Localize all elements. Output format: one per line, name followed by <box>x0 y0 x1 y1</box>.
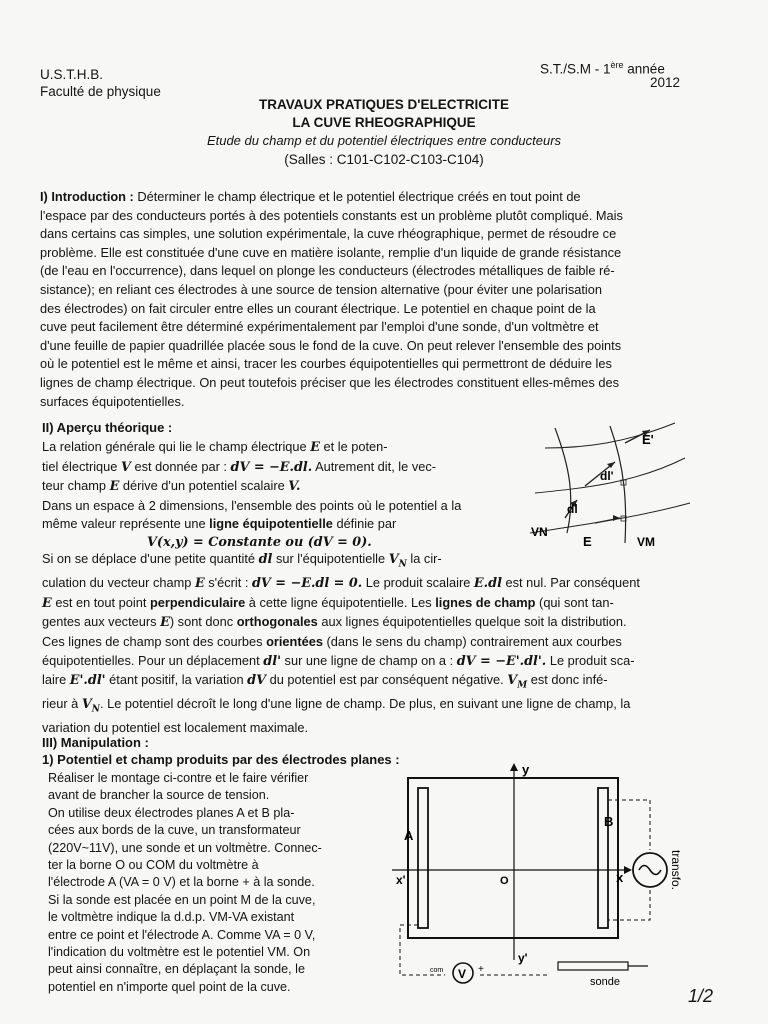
label-dl: dl <box>567 502 578 516</box>
label-transfo: transfo. <box>669 850 683 891</box>
equipotential-equation: V(x,y) = Constante ou (dV = 0). <box>147 534 372 550</box>
arrow-head-e <box>613 515 620 521</box>
rooms: (Salles : C101-C102-C103-C104) <box>284 152 484 167</box>
manip-heading: III) Manipulation : <box>42 735 149 750</box>
label-electrode-a: A <box>404 828 414 843</box>
equipotential-vn <box>555 428 571 533</box>
intro-heading: I) Introduction : <box>40 189 134 204</box>
faculty-name: Faculté de physique <box>40 84 161 99</box>
label-e-prime: E' <box>642 432 654 447</box>
wire-transfo-a <box>608 890 650 920</box>
electrode-a <box>418 788 428 928</box>
subtitle: Etude du champ et du potentiel électriques entre conducteurs <box>206 133 562 148</box>
label-electrode-b: B <box>604 814 614 829</box>
theory-body: Si on se déplace d'une petite quantité dl sur l'équipotentielle $V_N$ la cir- culation du vecteur champ E s'écrit : dV = −E.dl = 0. Le produit scalaire E.dl est nul. Par conséquent E est en tout point perpendiculaire à cette ligne équipotentielle. Les lignes de champ (qui sont tan- gentes aux vecteurs E) sont donc orthogonales aux lignes équipotentielles quelque soit la distribution. Ces lignes de champ sont des courbes orientées (dans le sens du champ) contrairement aux courbes équipotentielles. Pour un déplacement dl' sur une ligne de champ on a : dV = −E'.dl'. Le produit sca- laire E'.dl' étant positif, la variation dV du potentiel est par conséquent négative. $V_M$ est donc infé- rieur à $V_N$. Le potentiel décroît le long d'une ligne de champ. De plus, en suivant une ligne de champ, la variation du potentiel est localement maximale. <box>42 551 640 736</box>
theory-intro: La relation générale qui lie le champ électrique E et le poten- tiel électrique V est donnée par : dV = −E.dl. Autrement dit, le vec- teur champ E dérive d'un potentiel scalaire V. Dans un espace à 2 dimensions, l'ensemble des points où le potentiel a la même valeur représente une ligne équipotentielle définie par V(x,y) = Constante ou (dV = 0). <box>42 438 512 553</box>
label-com: com <box>430 967 444 974</box>
introduction: I) Introduction : Déterminer le champ électrique et le potentiel électrique créés en tout point de l'espace par des conducteurs portés à des potentiels constants est un problème plutôt compliqué. Mais dans certains cas simples, une solution expérimentale, la cuve rhéographique, permet de résoudre ce problème. Elle est constituée d'une cuve en matière isolante, remplie d'un liquide de grande résistance (de l'eau en l'occurrence), dans lequel on plonge les conducteurs (électrodes métalliques de faible ré- sistance); en reliant ces électrodes à une source de tension alternative (pour éviter une polarisation des électrodes) on fait circuler entre elles un courant électrique. Le potentiel en chaque point de la cuve peut facilement être déterminé expérimentalement par l'emploi d'une sonde, d'un voltmètre et d'une feuille de papier quadrillée placée sous le fond de la cuve. On peut relever l'ensemble des points où le potentiel est le même et ainsi, tracer les courbes équipotentielles qui permettront de déduire les lignes de champ électrique. On peut toutefois préciser que les électrodes constituent elles-mêmes des surfaces équipotentielles. <box>40 189 623 409</box>
probe <box>558 962 628 970</box>
manip-text: Réaliser le montage ci-contre et le faire vérifier avant de brancher la source de tension. On utilise deux électrodes planes A et B pla- cées aux bords de la cuve, un transformateur (220V~11V), une sonde et un voltmètre. Connec- ter la borne O ou COM du voltmètre à l'électrode A (VA = 0 V) et la borne + à la sonde. Si la sonde est placée en un point M de la cuve, le voltmètre indique la d.d.p. VM-VA existant entre ce point et l'électrode A. Comme VA = 0 V, l'indication du voltmètre est le potentiel VM. On peut ainsi connaître, en déplaçant la sonde, le potentiel en n'importe quel point de la cuve. <box>48 771 322 994</box>
label-x-prime: x' <box>396 873 406 887</box>
field-line-bottom <box>530 503 690 533</box>
title-line-1: TRAVAUX PRATIQUES D'ELECTRICITE <box>259 97 509 112</box>
label-y: y <box>522 762 530 777</box>
tank-outline <box>408 778 618 938</box>
university-name: U.S.T.H.B. <box>40 67 104 82</box>
label-origin: O <box>500 875 509 887</box>
year: 2012 <box>650 75 681 90</box>
label-sonde: sonde <box>590 976 620 988</box>
theory-heading: II) Aperçu théorique : <box>42 420 173 435</box>
label-x: x <box>616 870 624 885</box>
x-axis-arrow <box>624 866 632 874</box>
electrode-b <box>598 788 608 928</box>
ac-wave-icon <box>639 866 661 875</box>
wire-b-transfo <box>608 800 650 850</box>
course-level: S.T./S.M - 1ère année <box>540 60 665 77</box>
label-vn: VN <box>531 525 548 539</box>
label-e: E <box>583 534 592 549</box>
label-plus: + <box>478 964 484 975</box>
page-number: 1/2 <box>688 986 714 1006</box>
tank-circuit-figure <box>390 760 720 1000</box>
label-y-prime: y' <box>518 951 528 965</box>
label-vm: VM <box>637 535 655 549</box>
field-line-figure <box>515 418 730 558</box>
label-dl-prime: dl' <box>600 469 614 483</box>
y-axis-arrow <box>510 763 518 771</box>
manip-subheading: 1) Potentiel et champ produits par des électrodes planes : <box>42 752 400 767</box>
equipotential-vm <box>610 426 626 543</box>
title-line-2: LA CUVE RHEOGRAPHIQUE <box>292 115 476 130</box>
voltmeter-label: V <box>458 967 467 981</box>
